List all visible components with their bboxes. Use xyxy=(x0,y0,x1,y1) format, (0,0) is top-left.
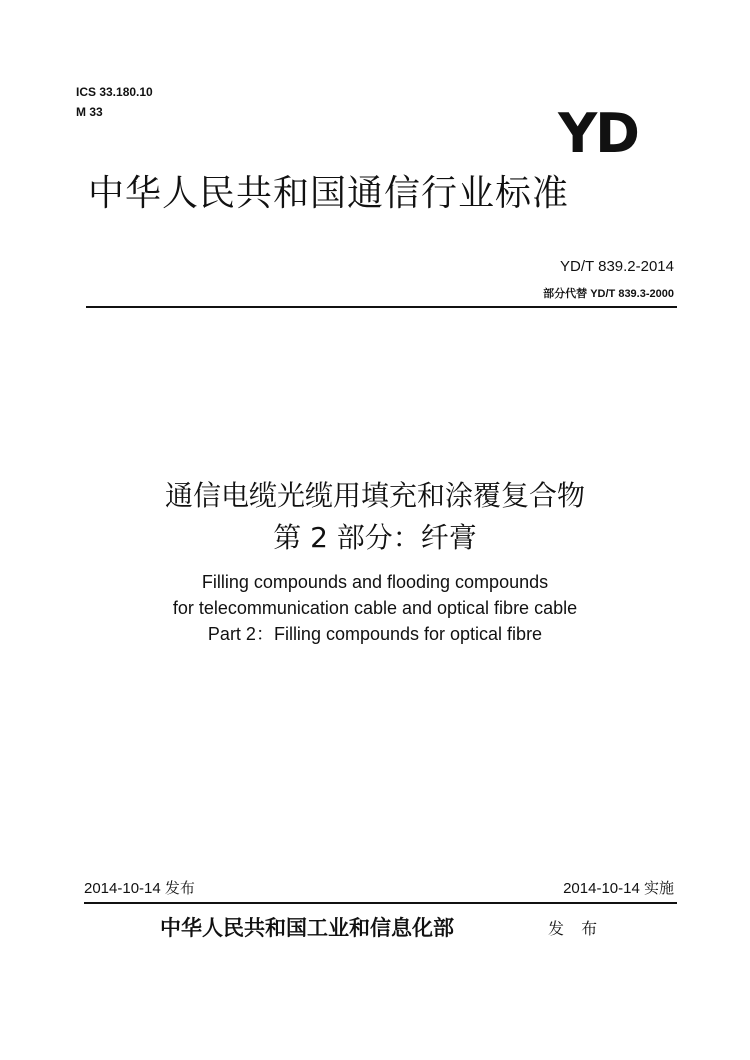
issuing-authority: 中华人民共和国工业和信息化部 xyxy=(160,915,454,940)
document-title-en-line1: Filling compounds and flooding compounds xyxy=(201,572,549,592)
yd-logo: YD xyxy=(558,102,638,165)
document-title-en-line2: for telecommunication cable and optical fibre cable xyxy=(172,598,578,618)
ccs-code: M 33 xyxy=(76,105,103,119)
bottom-divider xyxy=(84,902,677,904)
replaces-note: 部分代替 YD/T 839.3-2000 xyxy=(543,288,674,300)
document-part-cn: 第 2 部分：纤膏 xyxy=(273,521,477,554)
issue-date: 2014-10-14 发布 xyxy=(84,880,195,897)
implementation-date: 2014-10-14 实施 xyxy=(563,880,674,897)
document-title-cn: 通信电缆光缆用填充和涂覆复合物 xyxy=(164,479,585,512)
top-divider xyxy=(86,306,677,308)
standard-number: YD/T 839.2-2014 xyxy=(560,258,674,275)
ics-code: ICS 33.180.10 xyxy=(76,85,153,99)
issuer-action-label: 发 布 xyxy=(548,919,604,938)
standard-category-title: 中华人民共和国通信行业标准 xyxy=(88,173,570,214)
document-title-en-line3: Part 2：Filling compounds for optical fibre xyxy=(207,624,543,644)
